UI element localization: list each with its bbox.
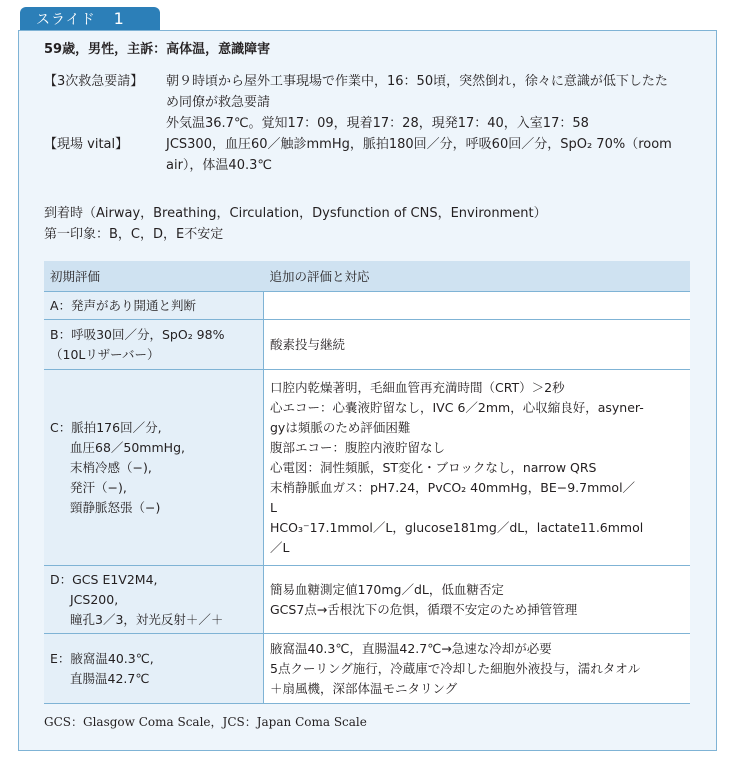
request-key: 【3次救急要請】	[44, 74, 144, 89]
table-row	[44, 292, 690, 320]
request-line: 外気温36.7℃。覚知17：09，現着17：28，現発17：40，入室17：58	[166, 116, 589, 131]
cell-line: ＋扇風機，深部体温モニタリング	[270, 680, 458, 696]
request-line: 朝９時頃から屋外工事現場で作業中，16：50頃，突然倒れ，徐々に意識が低下したた	[166, 74, 668, 89]
header-additional-assessment: 追加の評価と対応	[264, 261, 691, 292]
row-b-additional	[264, 320, 691, 370]
cell-line: B：呼吸30回／分，SpO₂ 98%	[50, 326, 225, 342]
vital-line: air），体温40.3℃	[166, 158, 272, 173]
table-row	[44, 320, 690, 370]
vital-value	[166, 134, 704, 176]
request-line: め同僚が救急要請	[166, 95, 271, 110]
prehospital-info	[44, 71, 704, 176]
cell-line: （10Lリザーバー）	[50, 346, 160, 362]
table-row	[44, 566, 690, 634]
row-c-initial	[44, 370, 264, 566]
cell-line: 直腸温42.7℃	[70, 670, 150, 686]
slide-tab	[20, 7, 160, 31]
patient-summary: 59歳，男性，主訴：高体温，意識障害	[44, 42, 271, 57]
vital-key: 【現場 vital】	[44, 137, 129, 152]
request-value	[166, 71, 704, 134]
row-a-additional	[264, 292, 691, 320]
row-d-additional	[264, 566, 691, 634]
cell-line: 簡易血糖測定値170mg／dL，低血糖否定	[270, 581, 504, 597]
slide-number: 1	[113, 9, 125, 28]
slide-label: スライド	[36, 12, 96, 28]
cell-line: 心エコー：心嚢液貯留なし，IVC 6／2mm，心収縮良好，asyner-	[270, 399, 644, 415]
first-impression: 第一印象：B，C，D，E不安定	[44, 227, 224, 242]
cell-line: JCS200,	[70, 591, 119, 607]
row-e-additional	[264, 634, 691, 704]
cell-line: E：腋窩温40.3℃,	[50, 650, 154, 666]
request-row	[44, 71, 704, 134]
vital-row	[44, 134, 704, 176]
cell-line: 腹部エコー：腹腔内液貯留なし	[270, 439, 446, 455]
arrival-section	[44, 203, 547, 245]
cell-line: 頸静脈怒張（−)	[70, 499, 161, 515]
table-header-row	[44, 261, 690, 292]
cell-line: 発汗（−),	[70, 479, 127, 495]
case-panel	[18, 30, 717, 751]
cell-line: 心電図：洞性頻脈，ST変化・ブロックなし，narrow QRS	[270, 459, 597, 475]
vital-line: JCS300，血圧60／触診mmHg，脈拍180回／分，呼吸60回／分，SpO₂ 70%（room	[166, 137, 672, 152]
cell-line: 瞳孔3／3，対光反射＋／＋	[70, 611, 224, 627]
header-initial-assessment: 初期評価	[44, 261, 264, 292]
row-a-initial	[44, 292, 264, 320]
row-e-initial	[44, 634, 264, 704]
cell-line: 酸素投与継続	[270, 336, 346, 352]
footnote: GCS：Glasgow Coma Scale，JCS：Japan Coma Scale	[44, 715, 367, 729]
cell-line: 腋窩温40.3℃，直腸温42.7℃→急速な冷却が必要	[270, 640, 552, 656]
cell-line: C：脈拍176回／分,	[50, 419, 162, 435]
arrival-line: 到着時（Airway，Breathing，Circulation，Dysfunction of CNS，Environment）	[44, 206, 547, 221]
cell-line: A：発声があり開通と判断	[50, 297, 197, 313]
cell-line: gyは頻脈のため評価困難	[270, 419, 411, 435]
cell-line: 末梢冷感（−),	[70, 459, 152, 475]
assessment-table	[44, 261, 690, 704]
cell-line: ／L	[270, 539, 290, 555]
cell-line: 末梢静脈血ガス：pH7.24，PvCO₂ 40mmHg，BE−9.7mmol／	[270, 479, 636, 495]
cell-line: 5点クーリング施行，冷蔵庫で冷却した細胞外液投与，濡れタオル	[270, 660, 641, 676]
row-c-additional	[264, 370, 691, 566]
row-b-initial	[44, 320, 264, 370]
cell-line: HCO₃⁻17.1mmol／L，glucose181mg／dL，lactate11.6mmol	[270, 519, 644, 535]
row-d-initial	[44, 566, 264, 634]
cell-line: 血圧68／50mmHg,	[70, 439, 185, 455]
table-row	[44, 634, 690, 704]
cell-line: GCS7点→舌根沈下の危惧，循環不安定のため挿管管理	[270, 601, 578, 617]
cell-line: 口腔内乾燥著明，毛細血管再充満時間（CRT）＞2秒	[270, 379, 565, 395]
table-row	[44, 370, 690, 566]
cell-line: L	[270, 499, 277, 515]
cell-line: D：GCS E1V2M4,	[50, 571, 158, 587]
